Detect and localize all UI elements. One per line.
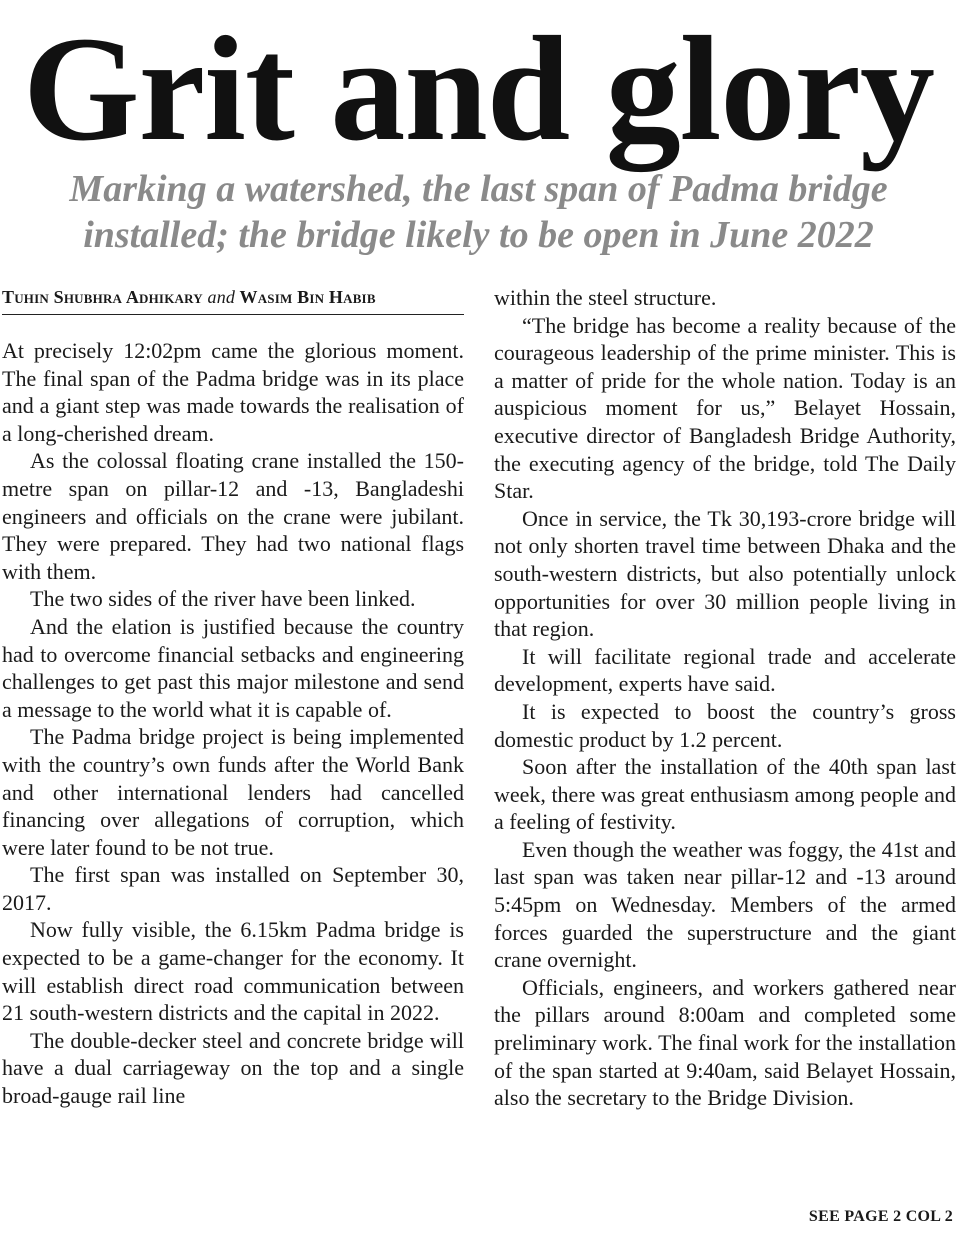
paragraph: And the elation is justified because the country had to overcome financial setbacks and engineering challenges to get past this major milestone and send a message to the world what it is capable of. <box>2 613 464 722</box>
subheadline: Marking a watershed, the last span of Padma bridge installed; the bridge likely to be open in June 2022 <box>69 168 888 256</box>
paragraph: As the colossal floating crane installed the 150-metre span on pillar-12 and -13, Bangladeshi engineers and officials on the crane were jubilant. They were prepared. They had two national flags with them. <box>2 448 464 584</box>
paragraph: It will facilitate regional trade and accelerate development, experts have said. <box>494 643 956 697</box>
byline-author-1: Tuhin Shubhra Adhikary <box>2 287 203 307</box>
paragraph-continued: within the steel structure. <box>494 285 717 310</box>
paragraph: “The bridge has become a reality because of the courageous leadership of the prime minister. This is a matter of pride for the whole nation. Today is an auspicious moment for us,” Belayet Hossain, executive director of Bangladesh Bridge Authority, the executing agency of the bridge, told The Daily Star. <box>494 312 956 504</box>
paragraph: The first span was installed on September 30, 2017. <box>2 862 464 915</box>
article-column-left <box>2 284 464 1110</box>
continuation-jump: SEE PAGE 2 COL 2 <box>808 1208 953 1225</box>
paragraph: The Padma bridge project is being implemented with the country’s own funds after the World Bank and other international lenders had cancelled financing over allegations of corruption, which were later found to be not true. <box>2 724 464 860</box>
paragraph: At precisely 12:02pm came the glorious moment. The final span of the Padma bridge was in its place and a giant step was made towards the realisation of a long-cherished dream. <box>2 338 464 446</box>
paragraph: The two sides of the river have been linked. <box>30 586 416 612</box>
headline: Grit and glory <box>23 6 934 172</box>
paragraph: Soon after the installation of the 40th span last week, there was great enthusiasm among people and a feeling of festivity. <box>494 754 956 835</box>
paragraph: Officials, engineers, and workers gathered near the pillars around 8:00am and completed some preliminary work. The final work for the installation of the span started at 9:40am, said Belayet Hossain, also the secretary to the Bridge Division. <box>494 974 956 1111</box>
paragraph: Now fully visible, the 6.15km Padma bridge is expected to be a game-changer for the economy. It will establish direct road communication between 21 south-western districts and the capital in 2022. <box>2 917 464 1026</box>
paragraph: It is expected to boost the country’s gross domestic product by 1.2 percent. <box>494 698 956 752</box>
byline <box>2 284 464 315</box>
paragraph: Once in service, the Tk 30,193-crore bridge will not only shorten travel time between Dhaka and the south-western districts, but also potentially unlock opportunities for over 30 million people living in that region. <box>494 505 956 642</box>
paragraph: The double-decker steel and concrete bridge will have a dual carriageway on the top and a single broad-gauge rail line <box>2 1027 464 1109</box>
paragraph: Even though the weather was foggy, the 41st and last span was taken near pillar-12 and -13 around 5:45pm on Wednesday. Members of the armed forces guarded the superstructure and the giant crane overnight. <box>494 836 956 973</box>
byline-author-2: Wasim Bin Habib <box>239 287 376 307</box>
article-column-right <box>494 284 956 1112</box>
byline-conjunction: and <box>207 287 236 307</box>
